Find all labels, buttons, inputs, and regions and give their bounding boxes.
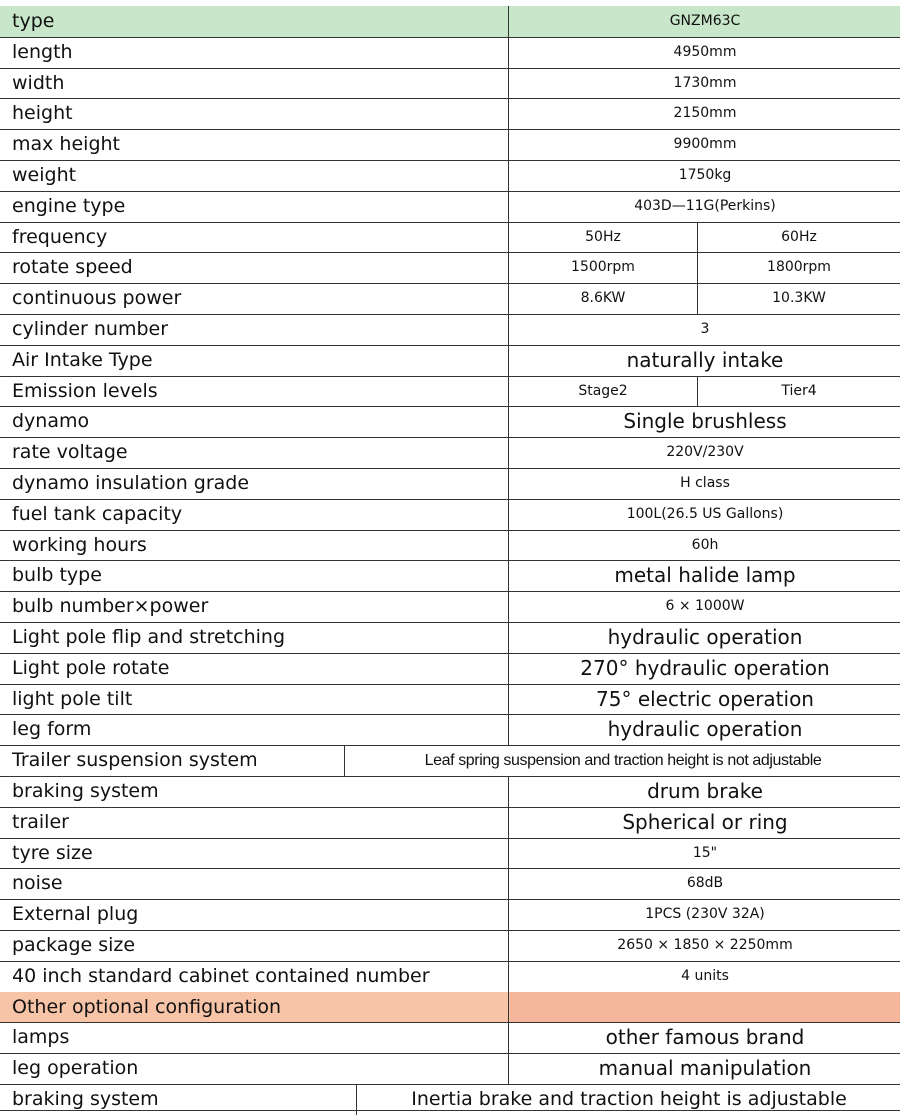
spec-row — [0, 868, 900, 899]
spec-label: noise — [12, 872, 63, 895]
spec-value-a: Stage2 — [578, 382, 628, 399]
spec-label: dynamo insulation grade — [12, 472, 250, 494]
spec-value: 2650 × 1850 × 2250mm — [617, 937, 793, 953]
spec-value: 68dB — [686, 875, 724, 892]
optional-row — [0, 1053, 900, 1084]
spec-label: braking system — [12, 780, 159, 802]
column-divider — [508, 653, 509, 684]
column-divider — [508, 499, 509, 530]
spec-value-a: 50Hz — [585, 228, 621, 245]
spec-value: naturally intake — [626, 347, 784, 372]
spec-value: hydraulic operation — [607, 625, 803, 649]
column-divider — [508, 622, 509, 653]
spec-label: rate voltage — [12, 441, 128, 464]
column-divider — [508, 714, 509, 745]
spec-row — [0, 222, 900, 253]
spec-value: 100L(26.5 US Gallons) — [626, 505, 784, 522]
spec-row — [0, 129, 900, 160]
spec-value: 4950mm — [673, 43, 737, 60]
spec-value: 270° hydraulic operation — [580, 655, 830, 680]
column-divider — [508, 591, 509, 622]
header-row — [0, 6, 900, 37]
column-divider — [508, 807, 509, 838]
spec-row — [0, 314, 900, 345]
spec-label: cylinder number — [12, 318, 169, 340]
spec-row — [0, 376, 900, 407]
spec-value: 75° electric operation — [596, 686, 814, 711]
spec-value-b: 1800rpm — [767, 259, 831, 276]
spec-label: braking system — [12, 1088, 159, 1110]
spec-value: 4 units — [681, 967, 729, 984]
column-divider — [508, 160, 509, 191]
column-divider — [508, 6, 509, 37]
spec-value-b: Tier4 — [781, 382, 817, 399]
spec-label: lamps — [12, 1026, 70, 1049]
column-divider — [508, 345, 509, 376]
spec-row — [0, 68, 900, 99]
column-divider — [508, 899, 509, 930]
column-divider — [508, 68, 509, 99]
spec-label: light pole tilt — [12, 687, 133, 710]
column-divider — [508, 684, 509, 715]
spec-label: bulb type — [12, 564, 102, 587]
spec-row — [0, 653, 900, 684]
spec-label: Other optional configuration — [12, 995, 282, 1018]
spec-row — [0, 838, 900, 869]
spec-row — [0, 499, 900, 530]
spec-value: H class — [680, 475, 730, 491]
spec-label: fuel tank capacity — [12, 502, 183, 525]
spec-value-b: 10.3KW — [772, 290, 826, 307]
spec-row — [0, 345, 900, 376]
spec-row — [0, 468, 900, 499]
spec-label: working hours — [12, 533, 147, 556]
spec-value — [510, 992, 900, 1023]
spec-label: type — [12, 10, 55, 32]
spec-value-a: 8.6KW — [580, 290, 626, 307]
spec-label: package size — [12, 934, 136, 956]
spec-value: 1730mm — [673, 74, 737, 91]
spec-row — [0, 191, 900, 222]
spec-label: bulb number×power — [12, 595, 209, 618]
column-divider — [508, 930, 509, 961]
column-divider — [508, 530, 509, 561]
column-divider — [508, 98, 509, 129]
spec-value: 1PCS (230V 32A) — [645, 906, 765, 923]
spec-label: Trailer suspension system — [12, 749, 258, 772]
column-divider — [508, 222, 509, 253]
column-divider — [508, 1022, 509, 1053]
spec-row — [0, 745, 900, 776]
spec-value: other famous brand — [605, 1025, 805, 1050]
column-divider — [508, 283, 509, 314]
spec-label: tyre size — [12, 841, 93, 864]
spec-label: length — [12, 40, 73, 63]
spec-value: manual manipulation — [598, 1056, 812, 1081]
optional-header-row — [0, 992, 900, 1023]
column-divider — [508, 191, 509, 222]
spec-value: Leaf spring suspension and traction height is not adjustable — [424, 752, 822, 770]
column-divider — [508, 314, 509, 345]
spec-value: Inertia brake and traction height is adjustable — [411, 1088, 847, 1110]
column-divider — [508, 129, 509, 160]
column-divider — [508, 1053, 509, 1084]
column-divider — [344, 745, 345, 776]
spec-value: GNZM63C — [669, 13, 741, 29]
spec-row — [0, 283, 900, 314]
spec-label: Light pole flip and stretching — [12, 626, 286, 648]
column-divider — [508, 776, 509, 807]
spec-label: trailer — [12, 810, 69, 833]
spec-label: dynamo — [12, 410, 90, 433]
spec-row — [0, 714, 900, 745]
spec-row — [0, 684, 900, 715]
spec-value: 2150mm — [673, 105, 737, 122]
spec-value: 60h — [691, 536, 719, 553]
column-divider — [508, 992, 509, 1023]
spec-label: Air Intake Type — [12, 348, 153, 371]
spec-label: width — [12, 71, 65, 94]
spec-label: engine type — [12, 194, 126, 217]
spec-row — [0, 98, 900, 129]
spec-value: 403D—11G(Perkins) — [634, 197, 776, 214]
spec-value: Spherical or ring — [622, 809, 788, 834]
optional-row — [0, 1022, 900, 1053]
spec-value: 3 — [700, 321, 710, 337]
spec-label: height — [12, 102, 73, 125]
spec-label: leg operation — [12, 1057, 139, 1080]
spec-label: leg form — [12, 718, 92, 741]
spec-value: drum brake — [647, 779, 763, 803]
spec-label: weight — [12, 164, 77, 186]
spec-value: metal halide lamp — [614, 563, 796, 588]
spec-row — [0, 160, 900, 191]
spec-label: max height — [12, 133, 120, 156]
spec-value: Single brushless — [623, 409, 787, 434]
spec-label: External plug — [12, 903, 139, 926]
spec-row — [0, 622, 900, 653]
column-divider — [508, 468, 509, 499]
spec-value: 9900mm — [673, 136, 737, 153]
column-divider — [508, 37, 509, 68]
spec-value: 220V/230V — [666, 444, 744, 461]
spec-row — [0, 37, 900, 68]
column-divider — [508, 437, 509, 468]
spec-row — [0, 899, 900, 930]
spec-value: hydraulic operation — [607, 717, 803, 742]
spec-label: frequency — [12, 225, 108, 248]
column-divider — [508, 560, 509, 591]
column-divider — [508, 376, 509, 407]
spec-row — [0, 807, 900, 838]
column-divider — [508, 838, 509, 869]
spec-value-a: 1500rpm — [571, 259, 635, 276]
spec-value: 1750kg — [678, 167, 732, 183]
column-divider — [508, 868, 509, 899]
spec-value: 6 × 1000W — [665, 598, 745, 615]
spec-value-b: 60Hz — [781, 228, 817, 245]
row-divider — [0, 1110, 900, 1111]
column-divider — [508, 406, 509, 437]
spec-row — [0, 591, 900, 622]
spec-row — [0, 252, 900, 283]
spec-label: Light pole rotate — [12, 656, 170, 679]
spec-row — [0, 776, 900, 807]
column-divider — [508, 252, 509, 283]
spec-value: 15" — [692, 844, 718, 861]
spec-row — [0, 437, 900, 468]
spec-row — [0, 930, 900, 961]
spec-row — [0, 530, 900, 561]
spec-label: Emission levels — [12, 379, 158, 402]
spec-row — [0, 961, 900, 992]
spec-row — [0, 406, 900, 437]
spec-row — [0, 560, 900, 591]
spec-label: rotate speed — [12, 256, 133, 279]
spec-label: 40 inch standard cabinet contained number — [12, 964, 430, 987]
column-divider — [508, 961, 509, 992]
spec-label: continuous power — [12, 287, 182, 310]
